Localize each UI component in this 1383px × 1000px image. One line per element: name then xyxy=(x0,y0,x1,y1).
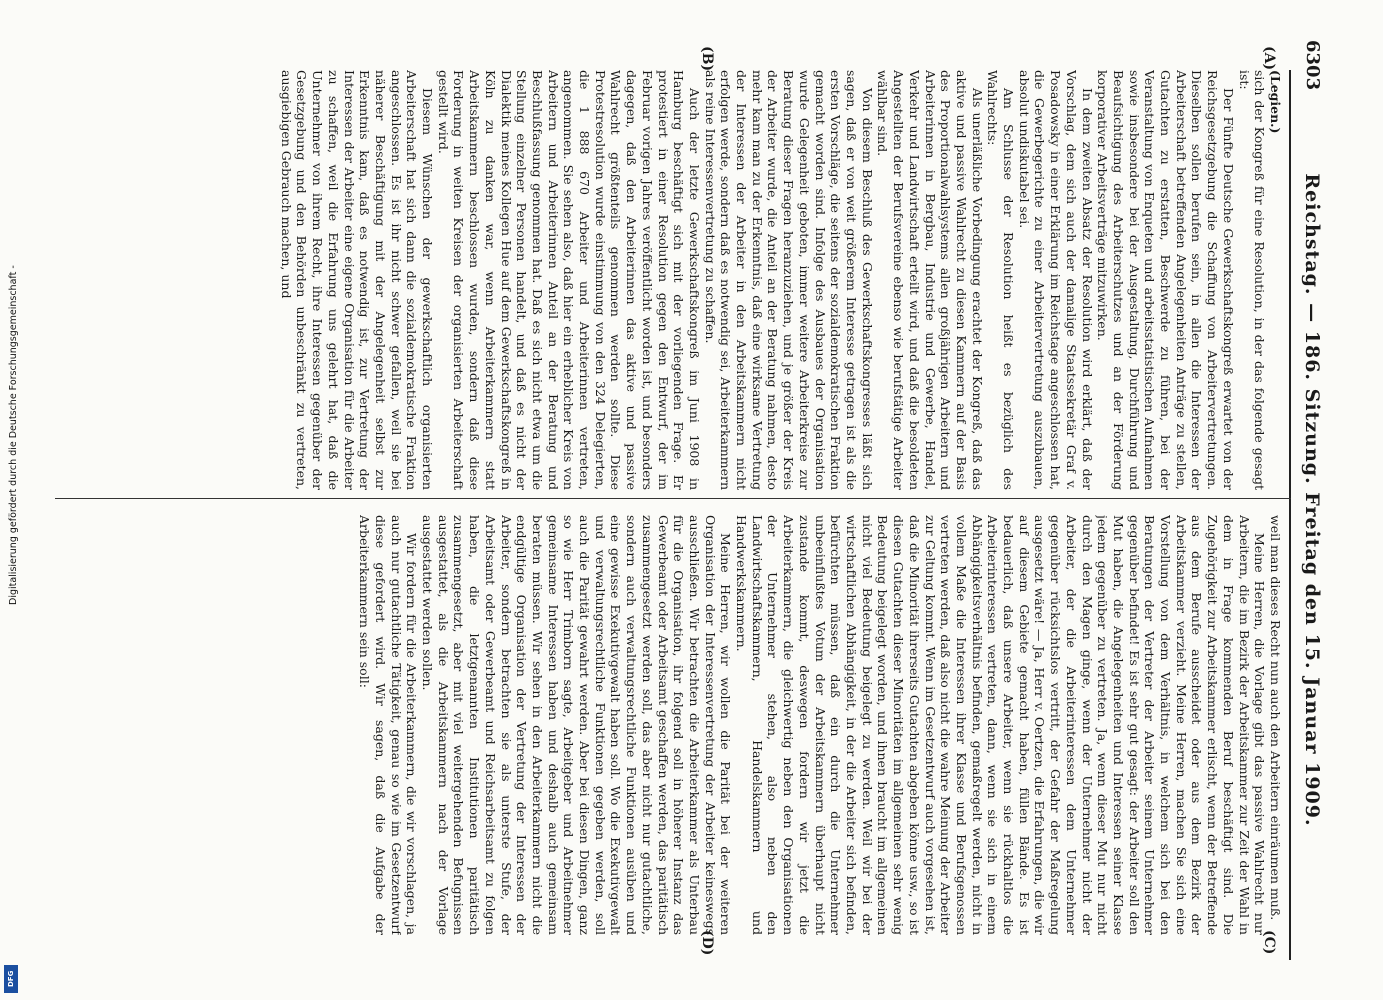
section-marker-c: (C) xyxy=(1261,930,1277,955)
running-title: Reichstag. — 186. Sitzung. Freitag den 15. Januar 1909. xyxy=(1301,173,1323,827)
column-divider xyxy=(55,498,1291,499)
left-column-paragraph: Der Fünfte Deutsche Gewerkschaftskongreß erwartet von der Reichsgesetzgebung die Schaffung von Arbeitervertretungen. Dieselben sollen berufen sein, in allen die Interessen der Arbeiterschaft betreffenden Angelegenheiten Anträge zu stellen, Gutachten zu erstatten, Beschwerde zu führen, bei der Veranstaltung von Enqueten und arbeitsstatistischen Aufnahmen sowie insbesondere bei der Ausgestaltung, Durchführung und Beaufsichtigung des Arbeiterschutzes und an der Förderung korporativer Arbeitsverträge mitzuwirken. xyxy=(1095,70,1236,490)
funding-note: Digitalisierung gefördert durch die Deutsche Forschungsgemeinschaft - xyxy=(8,265,19,605)
left-column-paragraph: In dem zweiten Absatz der Resolution wird erklärt, daß der Vorschlag, dem sich auch der damalige Staatssekretär Graf v. Posadowsky in einer Erklärung im Reichstage angeschlossen hat, die Gewerbegerichte zu einer Arbeitervertretung auszubauen, absolut undiskutabel sei. xyxy=(1016,70,1095,490)
left-column-paragraph: (Legien.) xyxy=(1268,70,1283,134)
left-column-paragraph: Von diesem Beschluß des Gewerkschaftskongresses läßt sich sagen, daß er von weit größerem Interesse getragen ist als die ersten Vorschläge, die seitens der sozialdemokratischen Fraktion gemacht worden sind. Infolge des Ausbaues der Organisation wurde Gelegenheit geboten, immer weitere Arbeiterkreise zur Beratung dieser Fragen heranzuziehen, und je größer der Kreis der Arbeiter wurde, die Anteil an der Beratung nahmen, desto mehr kam man zu der Erkenntnis, daß eine wirksame Vertretung der Interessen der Arbeiter in den Arbeitskammern nicht erfolgen werde, sondern daß es notwendig sei, Arbeiterkammern als reine Interessenvertretung zu schaffen. xyxy=(702,70,875,490)
section-marker-d: (D) xyxy=(699,930,715,956)
section-marker-b: (B) xyxy=(699,46,715,72)
right-column-paragraph: Meine Herren, die Vorlage gibt das passive Wahlrecht nur Arbeitern, die im Bezirk der Arbeitskammer zur Zeit der Wahl in dem in Frage kommenden Beruf beschäftigt sind. Die Zugehörigkeit zur Arbeitskammer erlischt, wenn der Betreffende aus dem Berufe ausscheidet oder aus dem Bezirk der Arbeitskammer verzieht. Meine Herren, machen Sie sich eine Vorstellung von dem Verhältnis, in welchem sich bei den Beratungen der Vertreter der Arbeiter seinem Unternehmer gegenüber befindet! Es ist sehr gut gesagt: der Arbeiter soll den Mut haben, die Angelegenheiten und Interessen seiner Klasse jedem gegenüber zu vertreten. Ja, wenn dieser Mut nur nicht durch den Magen ginge, wenn der Unternehmer nicht der Arbeiter, der die Arbeiterinteressen dem Unternehmer gegenüber rücksichtslos vertritt, der Gefahr der Maßregelung ausgesetzt wäre! — Ja, Herr v. Oertzen, die Erfahrungen, die wir auf diesem Gebiete gemacht haben, füllen Bände. Es ist bedauerlich, daß unsere Arbeiter, wenn sie rückhaltlos die Arbeiterinteressen vertreten, dann, wenn sie sich in einem Abhängigkeitsverhältnis befinden, gemaßregelt werden, nicht in vollem Maße die Interessen ihrer Klasse und Berufsgenossen vertreten werden, daß also nicht die wahre Meinung der Arbeiter zur Geltung kommt. Wenn im Gesetzentwurf auch vorgesehen ist, daß die Minorität ihrerseits Gutachten abgeben könne usw., so ist diesen Gutachten dieser Minoritäten im allgemeinen sehr wenig Bedeutung beigelegt worden, und ihnen braucht im allgemeinen nicht viel Bedeutung beigelegt zu werden. Weil wir bei der wirtschaftlichen Abhängigkeit, in der die Arbeiter sich befinden, befürchten müssen, daß ein durch die Unternehmer unbeeinflußtes Votum der Arbeitskammern überhaupt nicht zustande kommt, deswegen fordern wir jetzt die Arbeiterkammern, die gleichwertig neben den Organisationen der Unternehmer stehen, also neben den Landwirtschaftskammern, Handelskammern und Handwerkskammern. xyxy=(734,515,1268,935)
right-column xyxy=(60,515,1283,935)
dfg-logo: DFG xyxy=(4,965,18,993)
page-number: 6303 xyxy=(1302,40,1323,91)
left-column-paragraph: Diesem Wünschen der gewerkschaftlich organisierten Arbeiterschaft hat sich dann die sozialdemokratische Fraktion angeschlossen. Es ist ihr nicht schwer gefallen, weil sie bei näherer Beschäftigung mit der Angelegenheit selbst zur Erkenntnis kam, daß es notwendig ist, zur Vertretung der Interessen der Arbeiter eine eigene Organisation für die Arbeiter zu schaffen, weil die Erfahrung uns gelehrt hat, daß die Unternehmer von ihrem Recht, ihre Interessen gegenüber der Gesetzgebung und den Behörden unbeschränkt zu vertreten, ausgiebigen Gebrauch machen, und xyxy=(278,70,436,490)
right-column-paragraph: Wir fordern für die Arbeiterkammern, die wir vorschlagen, ja auch nur gutachtliche Tätigkeit, genau so wie im Gesetzentwurf diese gefordert wird. Wir sagen, daß die Aufgabe der Arbeiterkammern sein soll: xyxy=(357,515,420,935)
left-column-paragraph: Als unerläßliche Vorbedingung erachtet der Kongreß, daß das aktive und passive Wahlrecht zu diesen Kammern auf der Basis des Proportionalwahlsystems allen großjährigen Arbeitern und Arbeiterinnen in Bergbau, Industrie und Gewerbe, Handel, Verkehr und Landwirtschaft erteilt wird, und daß die besoldeten Angestellten der Berufsvereine ebenso wie berufstätige Arbeiter wählbar sind. xyxy=(875,70,985,490)
left-column xyxy=(60,70,1283,490)
right-column-paragraph: weil man dieses Recht nun auch den Arbeitern einräumen muß. xyxy=(1268,515,1283,921)
left-column-paragraph: Auch der letzte Gewerkschaftskongreß im Juni 1908 in Hamburg beschäftigt sich mit der vorliegenden Frage. Er protestiert in einer Resolution gegen den Entwurf, der im Februar vorigen Jahres veröffentlicht worden ist, und besonders dagegen, daß den Arbeiterinnen das aktive und passive Wahlrecht größtenteils genommen werden sollte. Diese Protestresolution wurde einstimmung von den 324 Delegierten, die 1 888 670 Arbeiter und Arbeiterinnen vertreten, angenommen. Sie sehen also, daß hier ein erheblicher Kreis von Arbeitern und Arbeiterinnen Anteil an der Beratung und Beschlußfassung genommen hat. Daß es sich nicht etwa um die Stellung einzelner Personen handelt, und daß es nicht der Dialektik meines Kollegen Hue auf dem Gewerkschaftskongreß in Köln zu danken war, wenn Arbeiterkammern statt Arbeitskammern beschlossen wurden, sondern daß diese Forderung in weiten Kreisen der organisierten Arbeiterschaft gestellt wird. xyxy=(435,70,702,490)
left-column-paragraph: sich der Kongreß für eine Resolution, in der das folgende gesagt ist: xyxy=(1236,70,1268,490)
left-column-paragraph: Am Schlusse der Resolution heißt es bezüglich des Wahlrechts: xyxy=(985,70,1017,490)
section-marker-a: (A) xyxy=(1261,46,1277,71)
header-rule xyxy=(1289,70,1291,960)
right-column-paragraph: Meine Herren, wir wollen die Parität bei der weiteren Organisation der Interessenvertretung der Arbeiter keineswegs ausschließen. Wir betrachten die Arbeiterkammer als Unterbau für die Organisation, ihr folgend soll in höherer Instanz das Gewerbeamt oder Arbeitsamt geschaffen werden, das paritätisch zusammengesetzt werden soll, das aber nicht nur gutachtliche, sondern auch verwaltungsrechtliche Funktionen ausüben und eine gewisse Exekutivgewalt haben soll. Wo die Exekutivgewalt und verwaltungsrechtliche Funktionen gegeben werden, soll auch die Parität gewahrt werden. Aber bei diesen Dingen, ganz so wie Herr Trimborn sagte, Arbeitgeber und Arbeitnehmer gemeinsame Interessen haben und deshalb auch gemeinsam beraten müssen. Wir sehen in den Arbeiterkammern nicht die endgültige Organisation der Vertretung der Interessen der Arbeiter, sondern betrachten sie als unterste Stufe, der Arbeitsamt oder Gewerbeamt und Reichsarbeitsamt zu folgen haben, die letztgenannten Institutionen paritätisch zusammengesetzt, aber mit viel weitergehenden Befugnissen ausgestattet, als die Arbeitskammern nach der Vorlage ausgestattet werden sollen. xyxy=(420,515,734,935)
